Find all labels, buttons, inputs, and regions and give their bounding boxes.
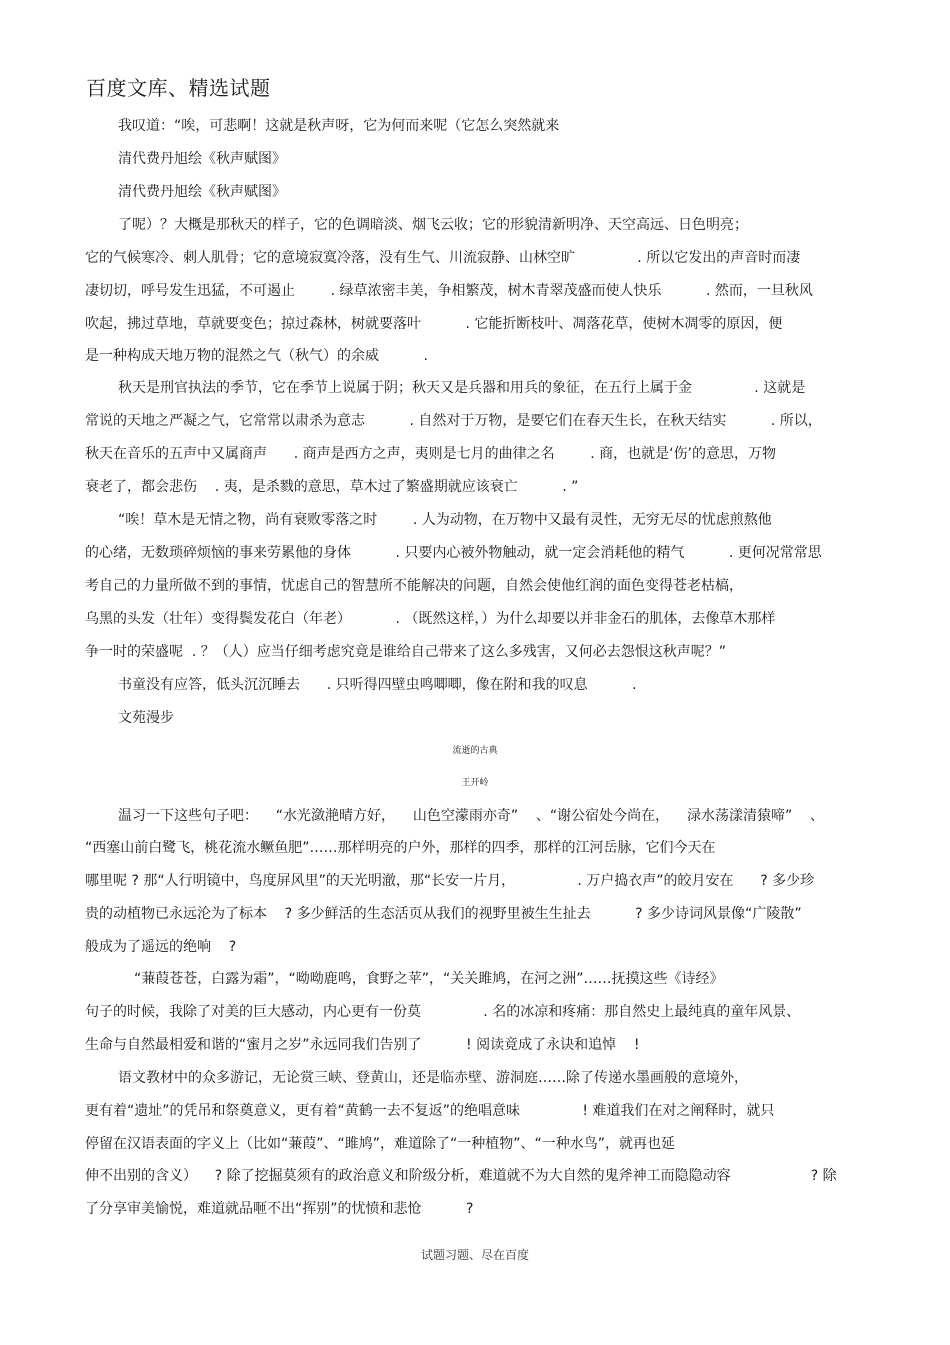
text-line: 停留在汉语表面的字义上（比如“蒹葭”、“雎鸠”，难道除了“一种植物”、“一种水鸟”，就再也延 — [85, 1136, 676, 1152]
text-line: 哪里呢 ? 那“人行明镜中，鸟度屏风里”的天光明澈，那“长安一片月， . 万户捣衣声”的皎月安在 ? 多少珍 — [85, 873, 815, 889]
text-line: “蒹葭苍苍，白露为霜”，“呦呦鹿鸣，食野之苹”，“关关雎鸠，在河之洲”……抚摸这些《诗经》 — [134, 971, 724, 987]
image-caption: 清代费丹旭绘《秋声赋图》 — [118, 151, 286, 167]
text-line: 凄切切，呼号发生迅猛，不可遏止 . 绿草浓密丰美，争相繁茂，树木青翠茂盛而使人快乐 . 然而，一旦秋风 — [85, 283, 813, 299]
text-line: 是一种构成天地万物的混然之气（秋气）的余威 . — [85, 348, 428, 364]
text-line: 争一时的荣盛呢 . ？（人）应当仔细考虑究竟是谁给自己带来了这么多残害，又何必去怨恨这秋声呢？” — [85, 644, 727, 660]
text-line: “西塞山前白鹭飞，桃花流水鳜鱼肥”……那样明亮的户外，那样的四季，那样的江河岳脉，它们今天在 — [85, 840, 716, 856]
text-line: 书童没有应答，低头沉沉睡去 . 只听得四壁虫鸣唧唧，像在附和我的叹息 . — [118, 677, 637, 693]
text-line: 贵的动植物已永远沦为了标本 ? 多少鲜活的生态活页从我们的视野里被生生扯去 ? 多少诗词风景像“广陵散” — [85, 906, 802, 922]
text-line: 了呢）？大概是那秋天的样子，它的色调暗淡、烟飞云收；它的形貌清新明净、天空高远、日色明亮； — [118, 217, 748, 233]
text-line: 吹起，拂过草地，草就要变色；掠过森林，树就要落叶 . 它能折断枝叶、凋落花草，使树木凋零的原因，便 — [85, 316, 783, 332]
text-line: 秋天是刑官执法的季节，它在季节上说属于阴；秋天又是兵器和用兵的象征，在五行上属于金 . 这就是 — [118, 380, 806, 396]
text-line: 衰老了，都会悲伤 . 夷，是杀戮的意思，草木过了繁盛期就应该衰亡 . ” — [85, 479, 579, 495]
page-header-title: 百度文库、精选试题 — [86, 76, 271, 100]
article-title: 流逝的古典 — [452, 746, 498, 756]
section-label: 文苑漫步 — [118, 710, 174, 726]
text-line: 乌黑的头发（壮年）变得鬓发花白（年老） . （既然这样，）为什么却要以并非金石的肌体，去像草木那样 — [85, 611, 776, 627]
text-line: 的心绪，无数琐碎烦恼的事来劳累他的身体 . 只要内心被外物触动，就一定会消耗他的精气 . 更何况常常思 — [85, 545, 822, 561]
text-line: 常说的天地之严凝之气，它常常以肃杀为意志 . 自然对于万物，是要它们在春天生长，在秋天结实 . 所以， — [85, 413, 822, 429]
text-line: 句子的时候，我除了对美的巨大感动，内心更有一份莫 . 名的冰凉和疼痛：那自然史上最纯真的童年风景、 — [85, 1004, 801, 1020]
text-line: 伸不出别的含义） ? 除了挖掘莫须有的政治意义和阶级分析，难道就不为大自然的鬼斧神工而隐隐动容 ? 除 — [85, 1168, 837, 1184]
text-line: 生命与自然最相爱和谐的“蜜月之岁”永远同我们告别了 ! 阅读竟成了永诀和追悼 ! — [85, 1037, 640, 1053]
text-line: 语文教材中的众多游记，无论赏三峡、登黄山，还是临赤壁、游洞庭……除了传递水墨画般的意境外， — [118, 1070, 748, 1086]
text-line: 我叹道：“唉，可悲啊！这就是秋声呀，它为何而来呢（它怎么突然就来 — [118, 118, 560, 134]
image-caption: 清代费丹旭绘《秋声赋图》 — [118, 184, 286, 200]
text-line: 温习一下这些句子吧： “水光潋滟晴方好， 山色空濛雨亦奇” 、“谢公宿处今尚在， 渌水荡漾清猿啼” 、 — [118, 808, 825, 824]
article-author: 王开岭 — [461, 778, 489, 788]
text-line: 般成为了遥远的绝响 ? — [85, 939, 237, 955]
text-line: 秋天在音乐的五声中又属商声 . 商声是西方之声，夷则是七月的曲律之名 . 商，也就是‘伤’的意思，万物 — [85, 446, 777, 462]
text-line: 它的气候寒冷、刺人肌骨；它的意境寂寞冷落，没有生气、川流寂静、山林空旷 . 所以它发出的声音时而凄 — [85, 250, 801, 266]
text-line: 了分享审美愉悦，难道就品咂不出“挥别”的忧愤和悲怆 ? — [85, 1201, 474, 1217]
page-footer: 试题习题、尽在百度 — [420, 1248, 529, 1262]
text-line: 更有着“遗址”的凭吊和祭奠意义，更有着“黄鹤一去不复返”的绝唱意味 ! 难道我们在对之阐释时，就只 — [85, 1103, 775, 1119]
text-line: “唉！草木是无情之物，尚有衰败零落之时 . 人为动物，在万物中又最有灵性，无穷无尽的忧虑煎熬他 — [118, 512, 772, 528]
text-line: 考自己的力量所做不到的事情，忧虑自己的智慧所不能解决的问题，自然会使他红润的面色变得苍老枯槁， — [85, 578, 743, 594]
